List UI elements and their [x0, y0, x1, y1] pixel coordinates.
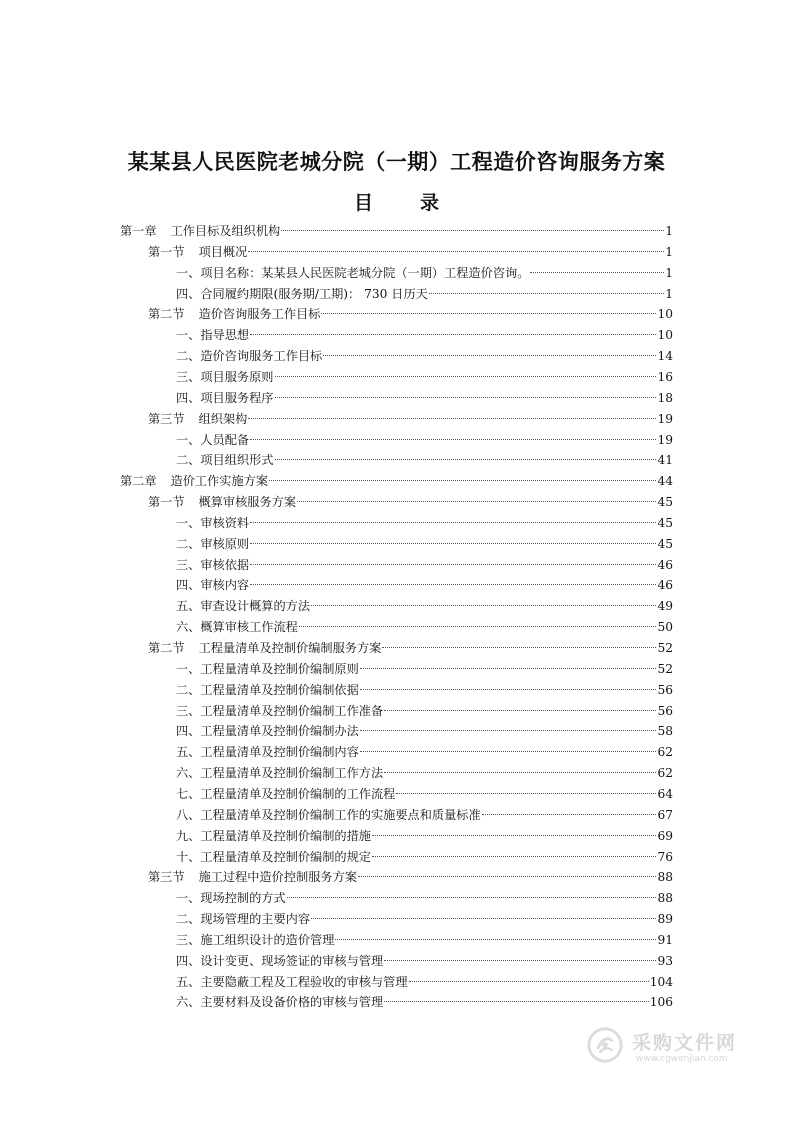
toc-dot-leader — [275, 376, 657, 377]
toc-entry[interactable] — [176, 534, 673, 554]
toc-entry[interactable] — [176, 367, 673, 387]
toc-entry[interactable] — [148, 409, 673, 429]
toc-entry-label — [176, 430, 249, 450]
toc-entry-title: 组织架构 — [198, 411, 248, 426]
toc-entry-number: 五、 — [176, 974, 201, 989]
toc-dot-leader — [360, 689, 657, 690]
toc-entry[interactable] — [176, 742, 673, 762]
toc-entry-number: 一、 — [176, 891, 201, 906]
toc-entry[interactable] — [176, 325, 673, 345]
toc-dot-leader — [372, 835, 656, 836]
toc-entry-number: 四、 — [176, 286, 201, 301]
toc-entry-label — [176, 450, 274, 470]
toc-entry[interactable] — [176, 972, 673, 992]
toc-entry-number: 第二节 — [148, 307, 185, 322]
toc-entry-title: 工程量清单及控制价编制的规定 — [200, 849, 371, 864]
toc-page-number: 67 — [657, 807, 673, 822]
toc-entry-title: 施工过程中造价控制服务方案 — [198, 870, 357, 885]
toc-dot-leader — [311, 605, 656, 606]
toc-entry-label — [176, 909, 310, 929]
toc-entry[interactable] — [148, 242, 673, 262]
toc-entry-title: 主要隐蔽工程及工程验收的审核与管理 — [200, 974, 408, 989]
toc-entry-label — [176, 284, 428, 304]
toc-entry[interactable] — [148, 867, 673, 887]
toc-entry-label — [176, 596, 310, 616]
toc-page-number: 106 — [649, 995, 673, 1010]
toc-page-number: 104 — [649, 974, 673, 989]
toc-entry-number: 第一节 — [148, 495, 185, 510]
toc-entry[interactable] — [176, 450, 673, 470]
toc-entry[interactable] — [176, 805, 673, 825]
toc-entry-label — [176, 659, 359, 679]
toc-entry-number: 四、 — [176, 578, 201, 593]
toc-dot-leader — [382, 647, 656, 648]
toc-dot-leader — [384, 960, 656, 961]
toc-entry-title: 审查设计概算的方法 — [200, 599, 311, 614]
toc-page-number: 91 — [657, 932, 673, 947]
toc-dot-leader — [287, 897, 657, 898]
toc-page-number: 69 — [657, 828, 673, 843]
toc-dot-leader — [250, 439, 656, 440]
toc-page-number: 10 — [657, 307, 673, 322]
toc-page-number: 45 — [657, 495, 673, 510]
toc-entry-label — [176, 826, 371, 846]
toc-dot-leader — [360, 730, 657, 731]
toc-entry-number: 一、 — [176, 661, 201, 676]
toc-entry[interactable] — [176, 513, 673, 533]
toc-entry-label — [148, 867, 357, 887]
toc-entry-title: 概算审核工作流程 — [200, 620, 298, 635]
toc-dot-leader — [384, 1001, 649, 1002]
toc-entry-title: 造价咨询服务工作目标 — [198, 307, 321, 322]
toc-entry-number: 八、 — [176, 807, 201, 822]
toc-entry[interactable] — [176, 596, 673, 616]
toc-dot-leader — [250, 334, 656, 335]
toc-entry[interactable] — [176, 263, 673, 283]
toc-entry-label — [176, 534, 249, 554]
toc-page-number: 1 — [665, 224, 673, 238]
toc-page-number: 1 — [665, 244, 673, 259]
watermark — [586, 1024, 756, 1074]
toc-entry-number: 六、 — [176, 620, 201, 635]
toc-entry-label — [148, 304, 320, 324]
toc-page-number: 50 — [657, 620, 673, 635]
toc-entry-title: 审核依据 — [200, 557, 250, 572]
toc-dot-leader — [358, 876, 656, 877]
toc-dot-leader — [482, 814, 657, 815]
toc-entry[interactable] — [176, 430, 673, 450]
toc-entry-number: 二、 — [176, 912, 201, 927]
toc-entry-title: 指导思想 — [200, 328, 250, 343]
toc-page-number: 62 — [657, 745, 673, 760]
toc-dot-leader — [335, 939, 656, 940]
toc-page-number: 18 — [657, 390, 673, 405]
toc-dot-leader — [384, 772, 656, 773]
toc-entry-title: 工程量清单及控制价编制办法 — [200, 724, 359, 739]
toc-entry[interactable] — [176, 930, 673, 950]
toc-entry-label — [176, 847, 371, 867]
toc-entry[interactable] — [148, 304, 673, 324]
toc-entry[interactable] — [176, 680, 673, 700]
toc-entry-title: 概算审核服务方案 — [198, 495, 297, 510]
toc-entry-number: 第二节 — [148, 641, 185, 655]
toc-page-number: 46 — [657, 578, 673, 593]
toc-page-number: 62 — [657, 766, 673, 781]
toc-entry[interactable] — [176, 992, 673, 1012]
toc-dot-leader — [275, 397, 657, 398]
toc-dot-leader — [311, 918, 656, 919]
toc-entry-number: 五、 — [176, 599, 201, 614]
toc-entry-title: 项目服务程序 — [200, 390, 274, 405]
toc-entry-title: 项目概况 — [198, 244, 248, 259]
toc-entry-title: 审核资料 — [200, 515, 250, 530]
toc-dot-leader — [409, 981, 649, 982]
toc-dot-leader — [384, 710, 656, 711]
toc-dot-leader — [250, 522, 656, 523]
toc-entry-label — [148, 638, 381, 658]
toc-heading: 目 录 — [353, 192, 453, 214]
toc-entry-label — [176, 680, 359, 700]
toc-entry-label — [176, 784, 395, 804]
toc-entry-number: 一、 — [176, 432, 201, 447]
toc-dot-leader — [248, 251, 664, 252]
toc-entry-number: 三、 — [176, 703, 201, 718]
toc-entry-number: 第二章 — [120, 474, 157, 489]
toc-entry[interactable] — [148, 492, 673, 512]
toc-entry-title: 造价咨询服务工作目标 — [200, 349, 323, 364]
toc-page-number: 76 — [657, 849, 673, 864]
toc-entry[interactable] — [176, 346, 673, 366]
toc-dot-leader — [372, 856, 656, 857]
toc-page-number: 14 — [657, 349, 673, 364]
toc-entry[interactable] — [176, 701, 673, 721]
toc-entry-label — [176, 367, 274, 387]
toc-page-number: 52 — [657, 641, 673, 655]
toc-entry-number: 一、 — [176, 328, 201, 343]
toc-entry-label — [176, 930, 334, 950]
toc-entry-number: 七、 — [176, 786, 201, 801]
toc-entry-number: 二、 — [176, 536, 201, 551]
toc-dot-leader — [360, 668, 657, 669]
toc-entry-number: 四、 — [176, 724, 201, 739]
toc-entry[interactable] — [176, 763, 673, 783]
toc-dot-leader — [396, 793, 656, 794]
toc-entry[interactable] — [176, 784, 673, 804]
toc-dot-leader — [530, 272, 664, 273]
toc-entry-title: 工程量清单及控制价编制原则 — [200, 661, 359, 676]
toc-page-number: 89 — [657, 912, 673, 927]
toc-entry[interactable] — [176, 888, 673, 908]
toc-entry[interactable] — [176, 847, 673, 867]
toc-page-number: 88 — [657, 891, 673, 906]
toc-page-number: 49 — [657, 599, 673, 614]
toc-entry[interactable] — [176, 555, 673, 575]
toc-page-number: 16 — [657, 369, 673, 384]
toc-entry-title: 审核内容 — [200, 578, 250, 593]
toc-entry-number: 第三节 — [148, 870, 185, 885]
toc-dot-leader — [250, 584, 656, 585]
toc-entry-number: 二、 — [176, 682, 201, 697]
toc-entry-label — [176, 617, 298, 637]
toc-page-number: 45 — [657, 515, 673, 530]
toc-entry[interactable] — [176, 388, 673, 408]
toc-entry-label — [176, 701, 383, 721]
toc-dot-leader — [323, 355, 656, 356]
toc-entry-number: 第三节 — [148, 411, 185, 426]
toc-entry[interactable] — [148, 638, 673, 658]
toc-entry-title: 人员配备 — [200, 432, 250, 447]
toc-entry-number: 六、 — [176, 766, 201, 781]
toc-page-number: 44 — [657, 474, 673, 489]
toc-page-number: 64 — [657, 786, 673, 801]
watermark-url: www.cgwenjian.com — [636, 1054, 728, 1064]
toc-entry-number: 第一章 — [120, 224, 157, 238]
toc-entry[interactable] — [120, 471, 673, 491]
toc-page-number: 58 — [657, 724, 673, 739]
toc-dot-leader — [299, 626, 657, 627]
toc-dot-leader — [250, 543, 656, 544]
toc-entry-label — [176, 575, 249, 595]
toc-page-number: 19 — [657, 411, 673, 426]
toc-entry-number: 三、 — [176, 932, 201, 947]
toc-entry-label — [176, 972, 408, 992]
toc-entry-title: 设计变更、现场签证的审核与管理 — [200, 953, 384, 968]
toc-entry-label — [148, 409, 247, 429]
toc-entry-label — [148, 492, 296, 512]
toc-entry-title: 主要材料及设备价格的审核与管理 — [200, 995, 384, 1010]
toc-entry-title: 工作目标及组织机构 — [170, 224, 281, 238]
toc-entry[interactable] — [176, 909, 673, 929]
toc-page-number: 45 — [657, 536, 673, 551]
toc-entry-label — [176, 742, 359, 762]
toc-entry[interactable] — [176, 826, 673, 846]
toc-entry[interactable] — [176, 721, 673, 741]
toc-dot-leader — [250, 564, 656, 565]
toc-page-number: 93 — [657, 953, 673, 968]
toc-entry-title: 造价工作实施方案 — [170, 474, 269, 489]
toc-entry-title: 审核原则 — [200, 536, 250, 551]
toc-entry-number: 二、 — [176, 453, 201, 468]
toc-page-number: 1 — [665, 265, 673, 280]
toc-entry-label — [176, 805, 481, 825]
toc-entry-number: 十、 — [176, 849, 201, 864]
cgw-logo-icon — [586, 1026, 624, 1064]
toc-entry-title: 工程量清单及控制价编制工作方法 — [200, 766, 384, 781]
toc-entry-title: 工程量清单及控制价编制依据 — [200, 682, 359, 697]
toc-entry[interactable] — [176, 284, 673, 304]
toc-dot-leader — [275, 459, 657, 460]
toc-entry-title: 工程量清单及控制价编制的工作流程 — [200, 786, 396, 801]
watermark-name: 采购文件网 — [632, 1032, 738, 1054]
toc-entry-label — [176, 888, 286, 908]
toc-entry[interactable] — [176, 659, 673, 679]
toc-entry-number: 四、 — [176, 390, 201, 405]
toc-entry-title: 现场控制的方式 — [200, 891, 286, 906]
toc-entry-label — [176, 263, 529, 283]
toc-page-number: 56 — [657, 682, 673, 697]
toc-entry-label — [120, 221, 280, 241]
toc-entry-label — [176, 346, 322, 366]
toc-page-number: 19 — [657, 432, 673, 447]
toc-entry[interactable] — [120, 221, 673, 241]
toc-dot-leader — [248, 418, 656, 419]
toc-entry-number: 四、 — [176, 953, 201, 968]
toc-page-number: 10 — [657, 328, 673, 343]
toc-page-number: 56 — [657, 703, 673, 718]
toc-entry-label — [176, 763, 383, 783]
toc-entry-label — [176, 388, 274, 408]
toc-entry-label — [120, 471, 268, 491]
toc-entry-title: 项目名称：某某县人民医院老城分院（一期）工程造价咨询。 — [200, 265, 530, 280]
toc-entry-number: 六、 — [176, 995, 201, 1010]
toc-entry-number: 三、 — [176, 369, 201, 384]
toc-entry-label — [176, 721, 359, 741]
toc-entry-number: 一、 — [176, 265, 201, 280]
toc-entry-title: 现场管理的主要内容 — [200, 912, 311, 927]
toc-dot-leader — [429, 293, 664, 294]
toc-entry-number: 二、 — [176, 349, 201, 364]
toc-entry-number: 五、 — [176, 745, 201, 760]
document-title: 某某县人民医院老城分院（一期）工程造价咨询服务方案 — [127, 149, 666, 174]
toc-entry-title: 施工组织设计的造价管理 — [200, 932, 335, 947]
toc-entry-title: 工程量清单及控制价编制内容 — [200, 745, 359, 760]
toc-entry[interactable] — [176, 617, 673, 637]
toc-page-number: 46 — [657, 557, 673, 572]
toc-dot-leader — [281, 230, 664, 231]
toc-dot-leader — [297, 501, 656, 502]
toc-entry-label — [176, 555, 249, 575]
toc-page-number: 41 — [657, 453, 673, 468]
toc-page-number: 1 — [665, 286, 673, 301]
toc-entry-number: 第一节 — [148, 244, 185, 259]
toc-entry-number: 一、 — [176, 515, 201, 530]
toc-page-number: 88 — [657, 870, 673, 885]
toc-entry-label — [176, 992, 383, 1012]
toc-dot-leader — [360, 751, 657, 752]
toc-dot-leader — [321, 313, 656, 314]
toc-entry-label — [176, 325, 249, 345]
toc-page-number: 52 — [657, 661, 673, 676]
toc-entry-label — [176, 951, 383, 971]
toc-entry-label — [176, 513, 249, 533]
toc-entry-number: 九、 — [176, 828, 201, 843]
toc-entry-label — [148, 242, 247, 262]
toc-entry-title: 工程量清单及控制价编制服务方案 — [198, 641, 382, 655]
toc-entry-title: 项目组织形式 — [200, 453, 274, 468]
toc-entry[interactable] — [176, 951, 673, 971]
toc-entry[interactable] — [176, 575, 673, 595]
toc-entry-title: 工程量清单及控制价编制工作准备 — [200, 703, 384, 718]
toc-entry-title: 工程量清单及控制价编制工作的实施要点和质量标准 — [200, 807, 481, 822]
toc-dot-leader — [269, 480, 656, 481]
toc-entry-title: 项目服务原则 — [200, 369, 274, 384]
toc-entry-number: 三、 — [176, 557, 201, 572]
toc-entry-title: 工程量清单及控制价编制的措施 — [200, 828, 371, 843]
toc-entry-title: 合同履约期限(服务期/工期)： 730 日历天 — [200, 286, 428, 301]
